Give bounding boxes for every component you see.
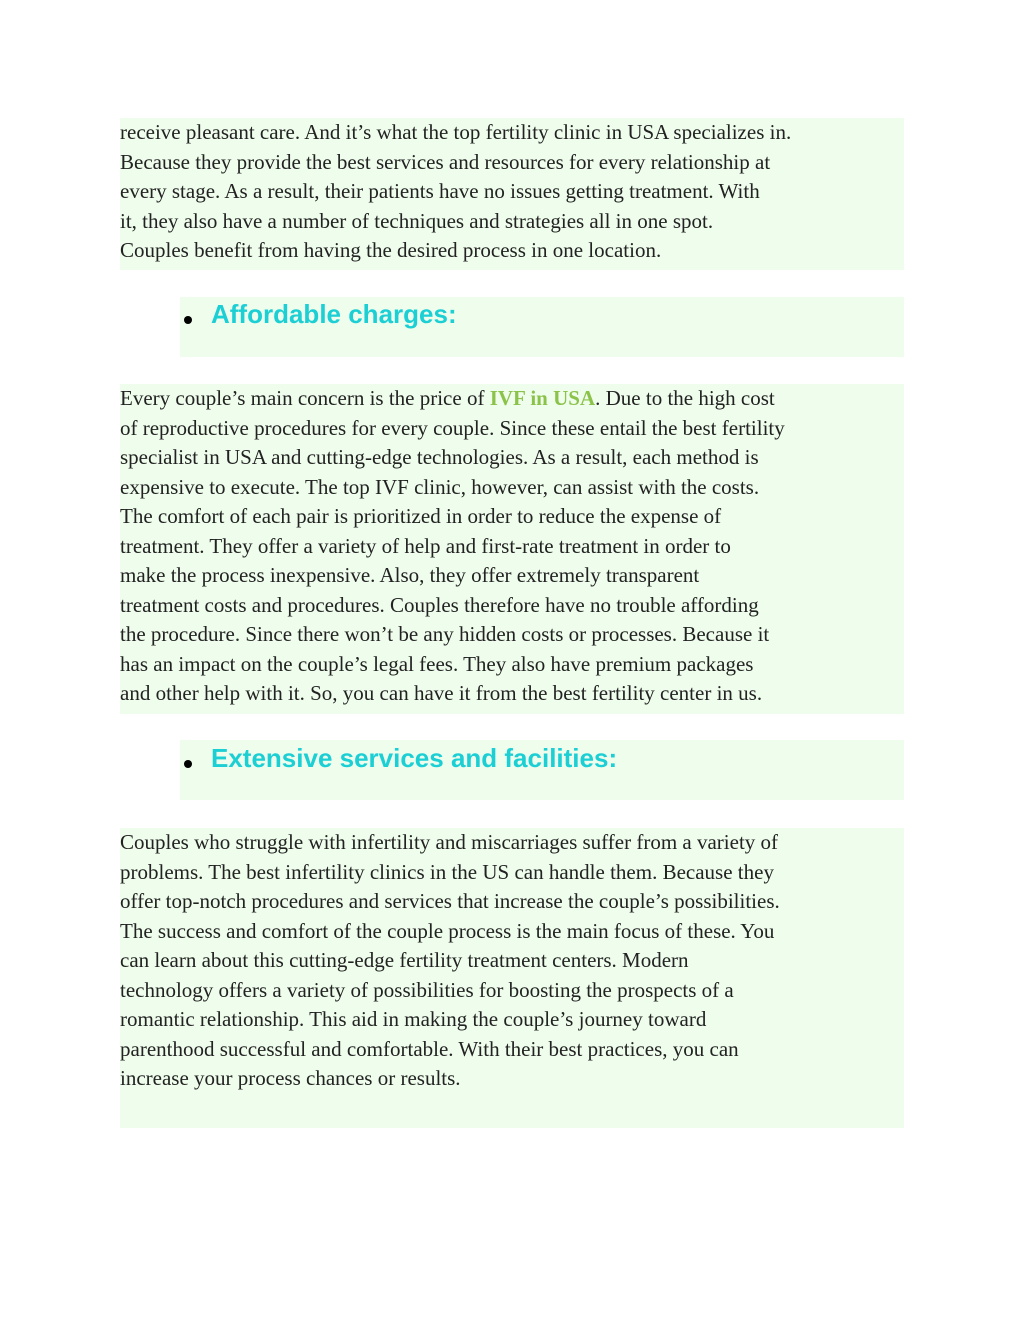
paragraph-line: Couples benefit from having the desired process in one location. bbox=[120, 238, 662, 262]
paragraph-line: has an impact on the couple’s legal fees. They also have premium packages bbox=[120, 651, 754, 676]
bullet-icon bbox=[184, 316, 192, 324]
paragraph-line: The comfort of each pair is prioritized in order to reduce the expense of bbox=[120, 504, 722, 528]
paragraph-line: the procedure. Since there won’t be any hidden costs or processes. Because it bbox=[120, 622, 770, 646]
paragraph-line: expensive to execute. The top IVF clinic, however, can assist with the costs. bbox=[120, 474, 760, 499]
paragraph-line: specialist in USA and cutting-edge technologies. As a result, each method is bbox=[120, 445, 759, 469]
paragraph-line: technology offers a variety of possibilities for boosting the prospects of a bbox=[120, 977, 734, 1002]
paragraph-line: romantic relationship. This aid in making the couple’s journey toward bbox=[120, 1007, 707, 1031]
paragraph-1 bbox=[120, 118, 904, 266]
paragraph-line: and other help with it. So, you can have it from the best fertility center in us. bbox=[120, 681, 763, 705]
paragraph-block-3 bbox=[120, 828, 904, 1128]
paragraph-block-1 bbox=[120, 118, 904, 270]
paragraph-line: every stage. As a result, their patients have no issues getting treatment. With bbox=[120, 179, 760, 203]
paragraph-line: can learn about this cutting-edge fertility treatment centers. Modern bbox=[120, 948, 689, 972]
paragraph-text: Every couple’s main concern is the price of bbox=[120, 386, 490, 410]
paragraph-3 bbox=[120, 828, 904, 1094]
paragraph-block-2 bbox=[120, 384, 904, 714]
paragraph-line: receive pleasant care. And it’s what the top fertility clinic in USA specializes in. bbox=[120, 120, 792, 144]
paragraph-line-with-link bbox=[120, 384, 904, 414]
paragraph-text: . Due to the high cost bbox=[595, 386, 775, 410]
paragraph-line: problems. The best infertility clinics in the US can handle them. Because they bbox=[120, 859, 774, 884]
paragraph-2 bbox=[120, 384, 904, 709]
paragraph-line: Because they provide the best services and resources for every relationship at bbox=[120, 149, 771, 174]
heading-text: Extensive services and facilities: bbox=[211, 743, 618, 773]
paragraph-line: The success and comfort of the couple process is the main focus of these. You bbox=[120, 918, 775, 943]
paragraph-line: increase your process chances or results. bbox=[120, 1066, 461, 1090]
paragraph-line: treatment. They offer a variety of help and first-rate treatment in order to bbox=[120, 533, 731, 558]
paragraph-line: offer top-notch procedures and services that increase the couple’s possibilities. bbox=[120, 889, 780, 913]
heading-block-affordable-charges bbox=[180, 297, 904, 357]
ivf-in-usa-link[interactable]: IVF in USA bbox=[489, 386, 596, 410]
paragraph-line: treatment costs and procedures. Couples therefore have no trouble affording bbox=[120, 592, 759, 617]
paragraph-line: Couples who struggle with infertility and miscarriages suffer from a variety of bbox=[120, 830, 779, 854]
paragraph-line: make the process inexpensive. Also, they offer extremely transparent bbox=[120, 563, 700, 587]
paragraph-line: parenthood successful and comfortable. With their best practices, you can bbox=[120, 1036, 739, 1061]
heading-block-extensive-services bbox=[180, 740, 904, 800]
heading-text: Affordable charges: bbox=[211, 299, 457, 329]
paragraph-line: of reproductive procedures for every couple. Since these entail the best fertility bbox=[120, 415, 785, 440]
bullet-icon bbox=[184, 760, 192, 768]
paragraph-line: it, they also have a number of techniques and strategies all in one spot. bbox=[120, 208, 714, 233]
